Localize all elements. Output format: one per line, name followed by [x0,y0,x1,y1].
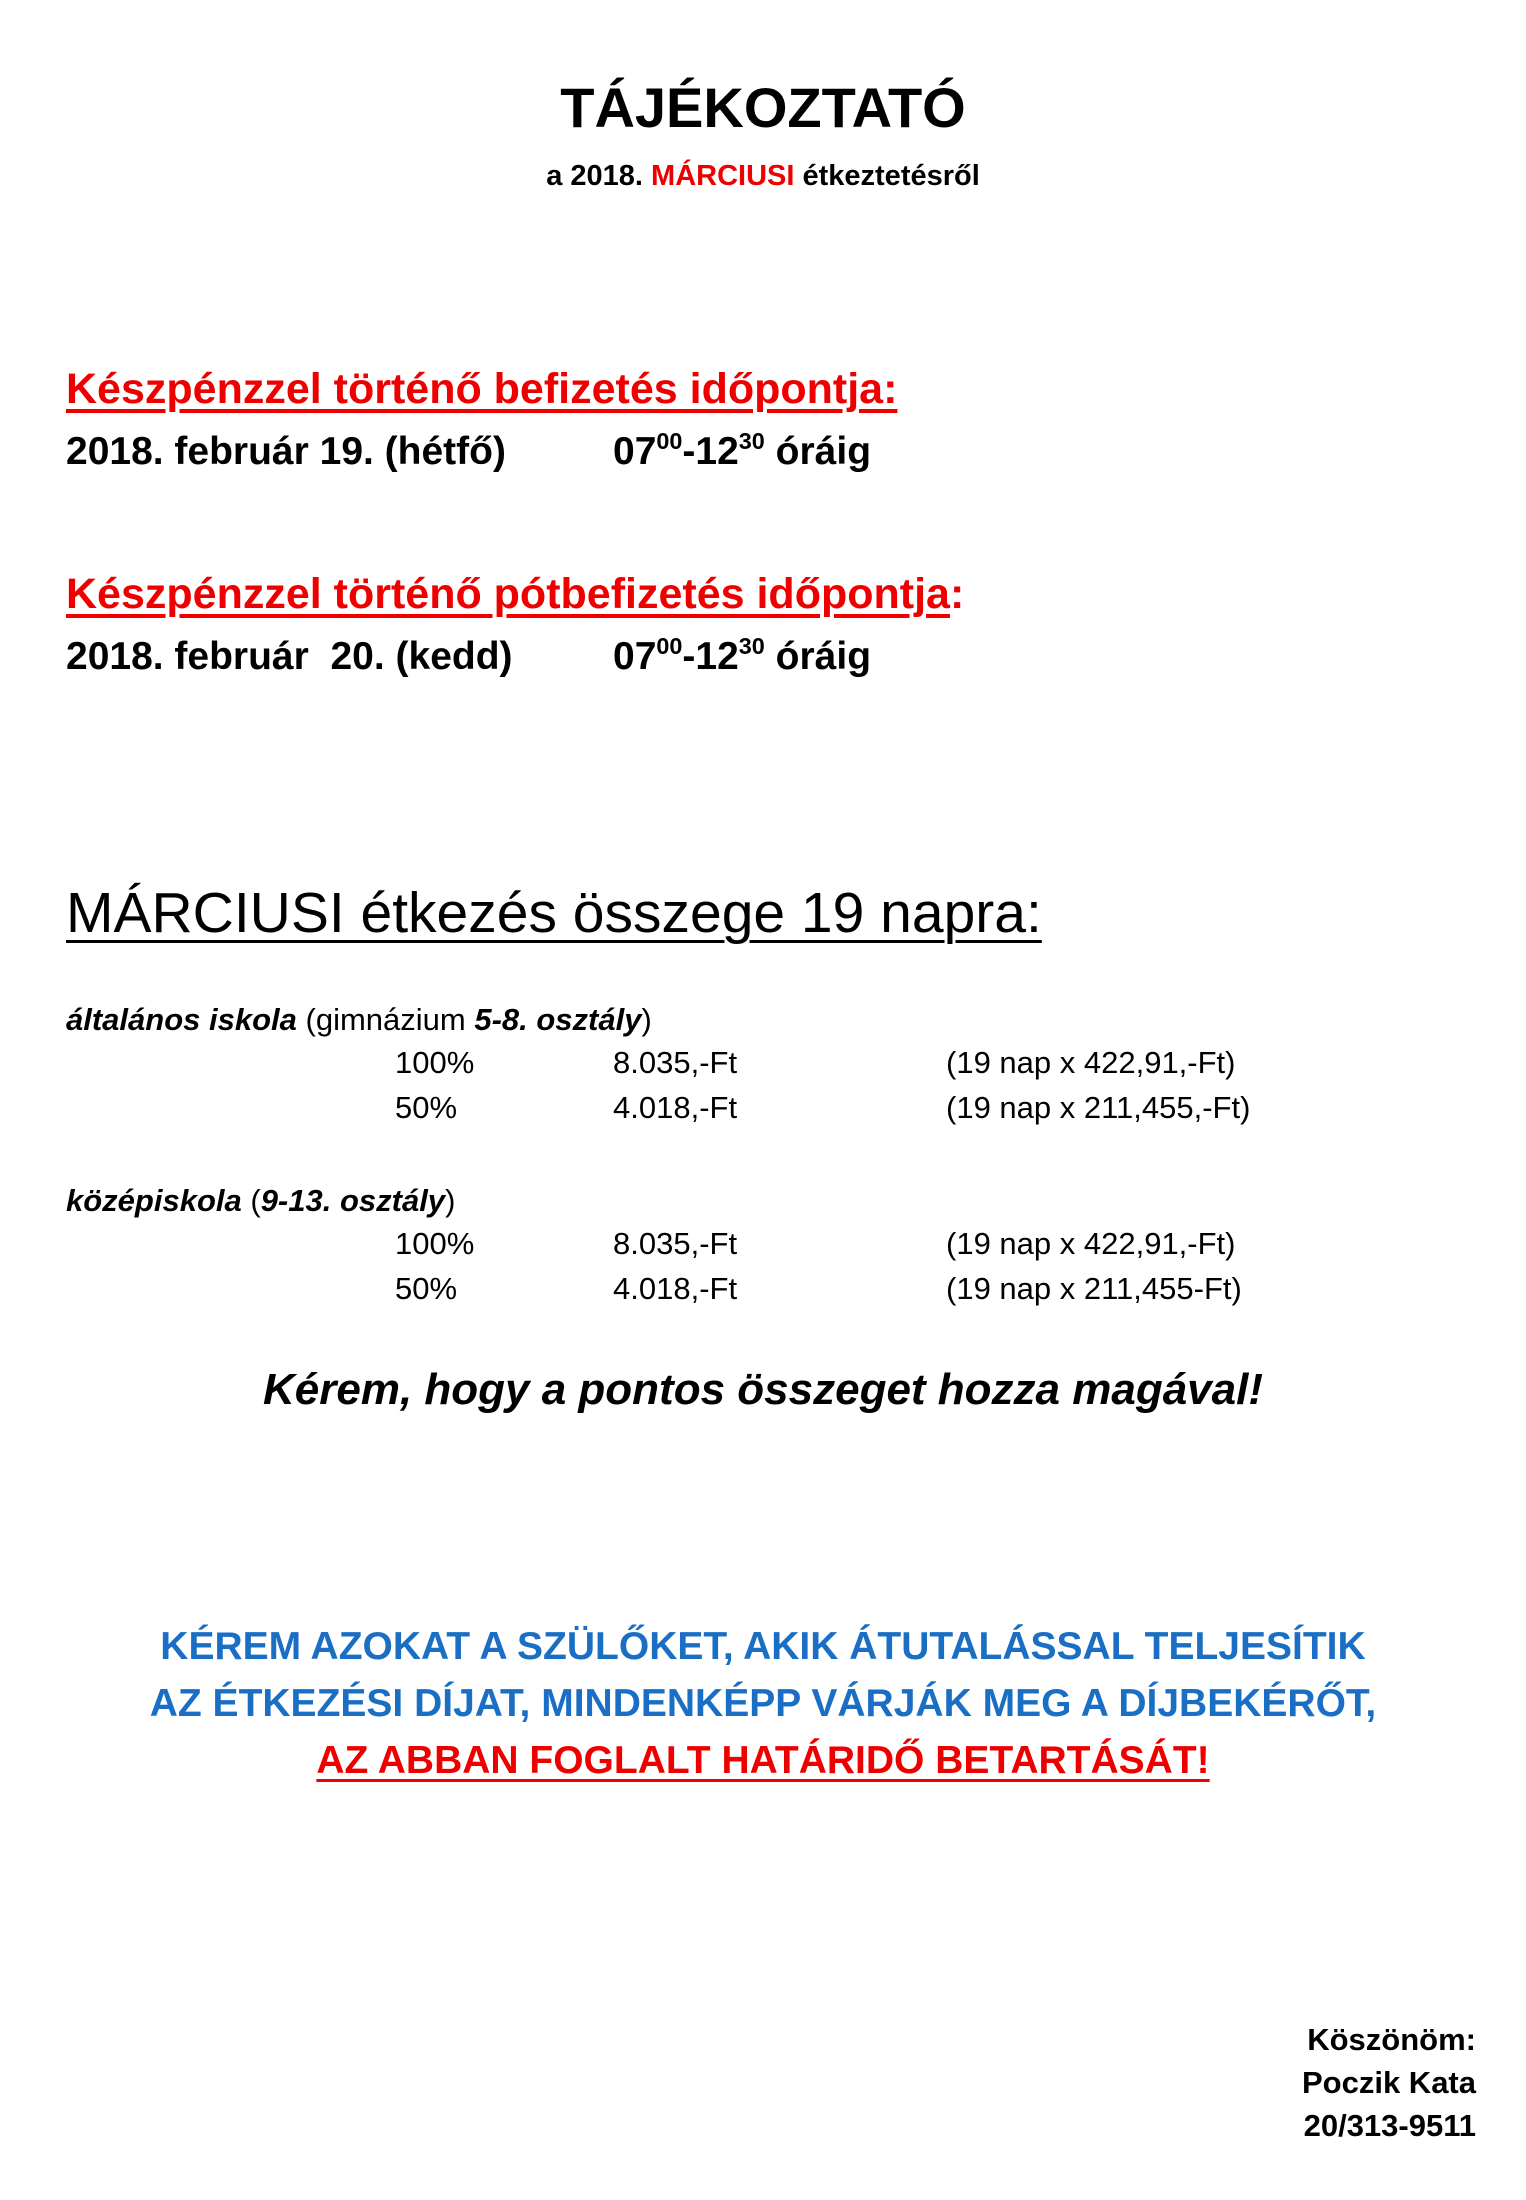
signature-thanks: Köszönöm: [1307,2022,1476,2057]
secondary-label: középiskola (9-13. osztály) [66,1183,456,1218]
elementary-label: általános iskola (gimnázium 5-8. osztály) [66,1002,652,1037]
elementary-percent: 100% [395,1045,475,1080]
reminder-text: Kérem, hogy a pontos összeget hozza magával! [262,1365,1263,1414]
late-payment-heading: Készpénzzel történő pótbefizetés időpontja: [66,570,965,618]
secondary-calc: (19 nap x 211,455-Ft) [946,1271,1242,1306]
notice-line-3: AZ ABBAN FOGLALT HATÁRIDŐ BETARTÁSÁT! [316,1739,1210,1782]
subtitle-suffix: étkeztetésről [802,160,980,192]
payment-heading: Készpénzzel történő befizetés időpontja: [66,365,898,413]
secondary-price: 4.018,-Ft [613,1271,738,1306]
elementary-calc: (19 nap x 211,455,-Ft) [946,1090,1251,1125]
payment-date: 2018. február 19. (hétfő) [66,430,506,473]
amount-heading: MÁRCIUSI étkezés összege 19 napra: [66,881,1042,945]
payment-time: $07^{00}-12^{30}$ óráig [613,427,872,473]
notice-line-2: AZ ÉTKEZÉSI DÍJAT, MINDENKÉPP VÁRJÁK MEG A DÍJBEKÉRŐT, [149,1682,1377,1725]
late-payment-date: 2018. február 20. (kedd) [66,635,513,678]
page-title: TÁJÉKOZTATÓ [560,76,966,139]
secondary-percent: 50% [395,1271,458,1306]
notice-line-1: KÉREM AZOKAT A SZÜLŐKET, AKIK ÁTUTALÁSSAL TELJESÍTIK [160,1625,1366,1668]
subtitle-prefix: a 2018. [546,160,643,192]
elementary-price: 4.018,-Ft [613,1090,738,1125]
subtitle-month: MÁRCIUSI [651,160,795,192]
elementary-price: 8.035,-Ft [613,1045,738,1080]
secondary-percent: 100% [395,1226,475,1261]
late-payment-time: $07^{00}-12^{30}$ óráig [613,632,872,678]
signature-phone: 20/313-9511 [1303,2108,1476,2143]
elementary-percent: 50% [395,1090,458,1125]
secondary-calc: (19 nap x 422,91,-Ft) [946,1226,1236,1261]
secondary-price: 8.035,-Ft [613,1226,738,1261]
page-subtitle [0,160,1526,193]
signature-name: Poczik Kata [1301,2065,1476,2100]
elementary-calc: (19 nap x 422,91,-Ft) [946,1045,1236,1080]
